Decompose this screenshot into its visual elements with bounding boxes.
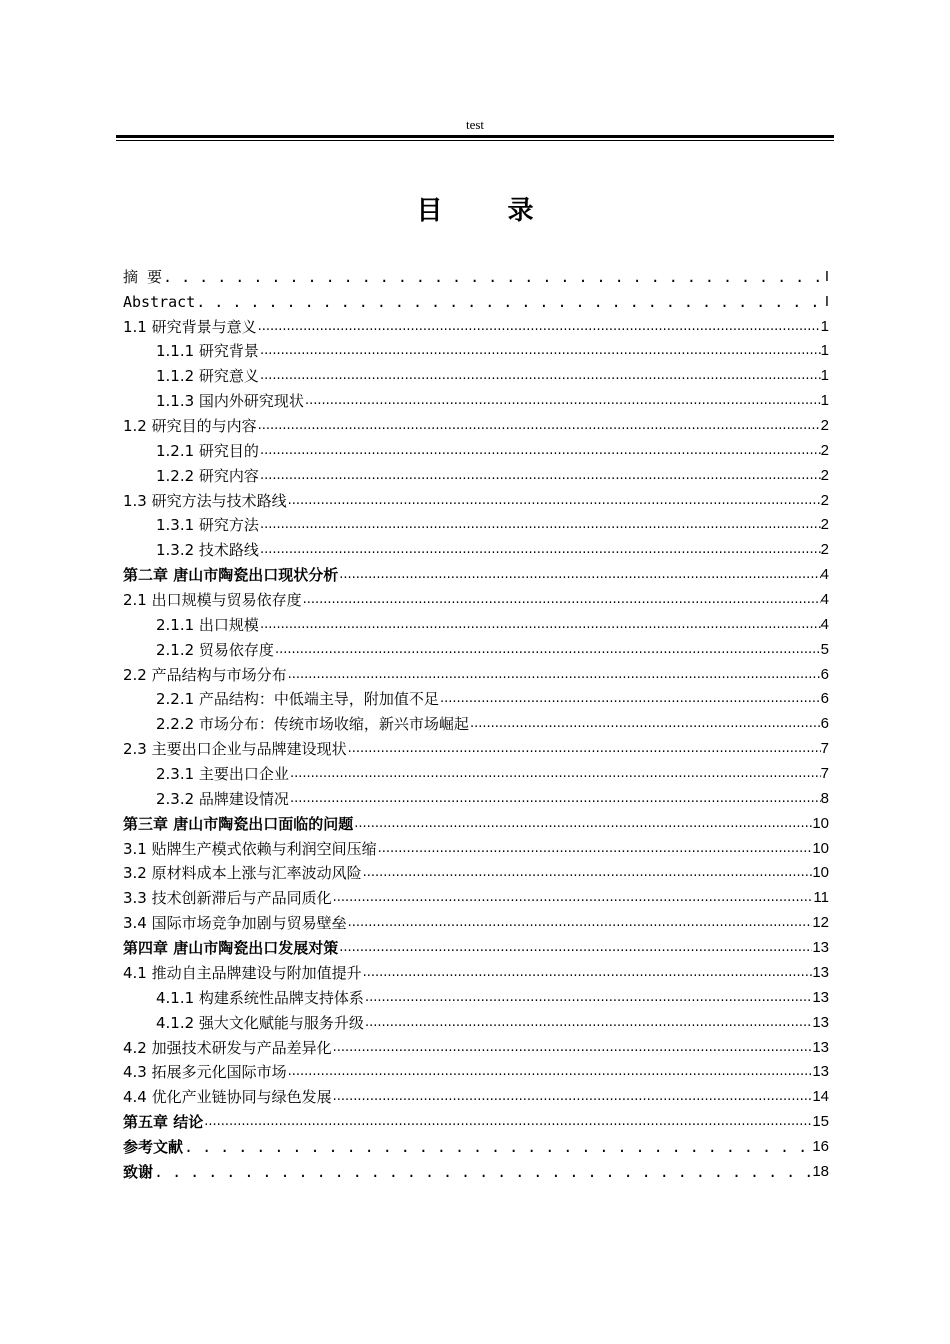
toc-entry-title: 2.1.1 出口规模 <box>156 615 259 634</box>
toc-entry[interactable] <box>123 934 829 959</box>
toc-entry[interactable] <box>123 313 829 338</box>
toc-entry-page: 6 <box>820 715 829 733</box>
toc-entry-page: 4 <box>820 615 829 633</box>
toc-entry-title: 参考文献 <box>123 1137 184 1156</box>
toc-entry-title: 2.3 主要出口企业与品牌建设现状 <box>123 740 347 759</box>
toc-dot-leader <box>287 1059 813 1083</box>
toc-entry-title: 4.2 加强技术研发与产品差异化 <box>123 1038 332 1057</box>
toc-entry[interactable] <box>123 785 829 810</box>
toc-entry-title: 致谢 <box>123 1162 154 1181</box>
toc-entry[interactable] <box>123 1034 829 1059</box>
toc-entry[interactable] <box>123 735 829 760</box>
toc-entry-page: 4 <box>820 566 829 584</box>
toc-entry-title: 第三章 唐山市陶瓷出口面临的问题 <box>123 814 354 833</box>
toc-entry[interactable] <box>123 686 829 711</box>
toc-entry[interactable] <box>123 884 829 909</box>
toc-dot-leader <box>259 363 821 387</box>
toc-entry[interactable] <box>123 909 829 934</box>
toc-dot-leader <box>274 637 821 661</box>
toc-entry[interactable] <box>123 984 829 1009</box>
toc-entry-page: 6 <box>820 665 829 683</box>
toc-entry-page: 13 <box>812 963 829 981</box>
toc-entry[interactable] <box>123 387 829 412</box>
toc-entry-page: 12 <box>812 914 829 932</box>
toc-entry[interactable] <box>123 810 829 835</box>
toc-dot-leader <box>304 388 821 412</box>
toc-entry-page: 16 <box>812 1137 829 1155</box>
toc-dot-leader <box>469 711 821 735</box>
toc-entry-page: 1 <box>820 342 829 360</box>
toc-entry[interactable] <box>123 1108 829 1133</box>
toc-dot-leader <box>332 1035 813 1059</box>
toc-entry-title: 3.1 贴牌生产模式依赖与利润空间压缩 <box>123 839 377 858</box>
toc-dot-leader <box>257 314 821 338</box>
toc-entry[interactable] <box>123 536 829 561</box>
page-header: test <box>465 117 485 132</box>
toc-entry[interactable] <box>123 487 829 512</box>
header-rule-thin <box>116 140 834 141</box>
toc-dot-leader <box>203 1109 812 1133</box>
toc-dot-leader <box>287 488 821 512</box>
toc-dot-leader <box>259 537 821 561</box>
toc-dot-leader <box>364 1010 812 1034</box>
toc-entry-title: 2.2.2 市场分布：传统市场收缩，新兴市场崛起 <box>156 715 469 734</box>
toc-entry-page: 13 <box>812 1038 829 1056</box>
toc-entry-page: 1 <box>820 392 829 410</box>
toc-entry[interactable] <box>123 412 829 437</box>
toc-entry-title: 1.1 研究背景与意义 <box>123 317 257 336</box>
toc-entry-title: 第五章 结论 <box>123 1113 204 1132</box>
toc-entry-page: 6 <box>820 690 829 708</box>
toc-dot-leader <box>259 612 821 636</box>
toc-entry-page: 1 <box>820 367 829 385</box>
toc-entry-page: 10 <box>812 864 829 882</box>
toc-entry[interactable] <box>123 512 829 537</box>
toc-entry-title: 1.3.1 研究方法 <box>156 516 259 535</box>
toc-entry-page: 2 <box>820 541 829 559</box>
toc-entry[interactable] <box>123 288 829 313</box>
toc-dot-leader <box>364 985 812 1009</box>
toc-entry-title: 2.2.1 产品结构：中低端主导，附加值不足 <box>156 690 439 709</box>
toc-entry-page: 13 <box>812 1013 829 1031</box>
header-rule <box>116 135 834 138</box>
toc-entry[interactable] <box>123 636 829 661</box>
toc-entry-title: 1.3.2 技术路线 <box>156 541 259 560</box>
toc-entry-page: 10 <box>812 814 829 832</box>
toc-dot-leader <box>153 1161 812 1183</box>
toc-entry-page: 2 <box>820 491 829 509</box>
toc-entry-page: 2 <box>820 466 829 484</box>
toc-entry-title: 2.2 产品结构与市场分布 <box>123 665 287 684</box>
toc-entry[interactable] <box>123 561 829 586</box>
toc-entry-page: 5 <box>820 640 829 658</box>
toc-dot-leader <box>332 1084 813 1108</box>
toc-entry[interactable] <box>123 959 829 984</box>
toc-entry-page: 2 <box>820 417 829 435</box>
toc-entry-page: 13 <box>812 1063 829 1081</box>
toc-dot-leader <box>338 562 820 586</box>
toc-entry-page: 7 <box>820 740 829 758</box>
toc-entry[interactable] <box>123 860 829 885</box>
toc-entry[interactable] <box>123 1009 829 1034</box>
toc-entry-page: 11 <box>813 889 829 907</box>
toc-entry-title: 4.1.1 构建系统性品牌支持体系 <box>156 988 364 1007</box>
toc-entry[interactable] <box>123 661 829 686</box>
toc-entry-title: 1.2 研究目的与内容 <box>123 417 257 436</box>
toc-entry-page: 10 <box>812 839 829 857</box>
toc-dot-leader <box>259 438 821 462</box>
toc-dot-leader <box>362 860 813 884</box>
table-of-contents <box>123 263 829 1183</box>
toc-entry[interactable] <box>123 611 829 636</box>
toc-entry-title: 1.2.2 研究内容 <box>156 466 259 485</box>
toc-entry-title: 4.3 拓展多元化国际市场 <box>123 1063 287 1082</box>
toc-entry-title: 1.2.1 研究目的 <box>156 441 259 460</box>
toc-dot-leader <box>162 266 825 288</box>
toc-entry-page: 7 <box>820 765 829 783</box>
toc-entry-page: 18 <box>812 1162 829 1180</box>
toc-entry-title: 3.3 技术创新滞后与产品同质化 <box>123 889 332 908</box>
toc-entry[interactable] <box>123 1083 829 1108</box>
toc-entry-page: 14 <box>812 1088 829 1106</box>
toc-entry-title: 1.1.3 国内外研究现状 <box>156 392 304 411</box>
toc-entry-title: Abstract <box>123 292 196 311</box>
toc-dot-leader <box>439 686 821 710</box>
toc-entry-title: 1.1.1 研究背景 <box>156 342 259 361</box>
toc-entry-title: 4.1 推动自主品牌建设与附加值提升 <box>123 963 362 982</box>
toc-entry-page: 8 <box>820 789 829 807</box>
toc-entry-page: 2 <box>820 516 829 534</box>
toc-entry[interactable] <box>123 338 829 363</box>
toc-entry-title: 第二章 唐山市陶瓷出口现状分析 <box>123 566 339 585</box>
toc-entry-title: 摘 要 <box>123 267 163 286</box>
toc-dot-leader <box>353 811 812 835</box>
toc-dot-leader <box>183 1136 812 1158</box>
toc-dot-leader <box>287 662 821 686</box>
toc-dot-leader <box>289 761 821 785</box>
toc-entry-title: 3.4 国际市场竞争加剧与贸易壁垒 <box>123 914 347 933</box>
toc-dot-leader <box>332 885 814 909</box>
toc-entry[interactable] <box>123 362 829 387</box>
toc-entry[interactable] <box>123 835 829 860</box>
toc-entry-page: 2 <box>820 441 829 459</box>
toc-dot-leader <box>347 910 813 934</box>
toc-dot-leader <box>362 960 813 984</box>
toc-entry-title: 2.1 出口规模与贸易依存度 <box>123 591 302 610</box>
toc-entry[interactable] <box>123 263 829 288</box>
toc-entry-title: 2.3.2 品牌建设情况 <box>156 789 289 808</box>
toc-entry-title: 4.4 优化产业链协同与绿色发展 <box>123 1088 332 1107</box>
toc-dot-leader <box>259 512 821 536</box>
toc-entry[interactable] <box>123 586 829 611</box>
toc-entry-title: 4.1.2 强大文化赋能与服务升级 <box>156 1013 364 1032</box>
toc-dot-leader <box>289 786 821 810</box>
toc-title: 目 录 <box>416 196 562 226</box>
toc-entry[interactable] <box>123 710 829 735</box>
toc-entry-page: I <box>824 292 829 310</box>
toc-entry-title: 第四章 唐山市陶瓷出口发展对策 <box>123 939 339 958</box>
toc-entry[interactable] <box>123 1133 829 1158</box>
toc-entry-title: 1.1.2 研究意义 <box>156 367 259 386</box>
toc-entry-title: 2.1.2 贸易依存度 <box>156 640 274 659</box>
toc-entry[interactable] <box>123 462 829 487</box>
toc-entry-title: 1.3 研究方法与技术路线 <box>123 491 287 510</box>
toc-dot-leader <box>302 587 821 611</box>
toc-dot-leader <box>195 291 825 313</box>
toc-entry-title: 3.2 原材料成本上涨与汇率波动风险 <box>123 864 362 883</box>
toc-dot-leader <box>338 935 812 959</box>
toc-entry-title: 2.3.1 主要出口企业 <box>156 765 289 784</box>
toc-entry-page: 13 <box>812 988 829 1006</box>
toc-dot-leader <box>377 836 813 860</box>
toc-entry-page: 1 <box>820 317 829 335</box>
toc-entry[interactable] <box>123 437 829 462</box>
toc-dot-leader <box>259 463 821 487</box>
toc-entry-page: I <box>824 267 829 285</box>
toc-entry-page: 15 <box>812 1113 829 1131</box>
toc-dot-leader <box>259 338 821 362</box>
toc-entry-page: 13 <box>812 939 829 957</box>
toc-dot-leader <box>257 413 821 437</box>
toc-entry[interactable] <box>123 760 829 785</box>
toc-entry[interactable] <box>123 1059 829 1084</box>
toc-entry[interactable] <box>123 1158 829 1183</box>
toc-dot-leader <box>347 736 821 760</box>
toc-entry-page: 4 <box>820 591 829 609</box>
